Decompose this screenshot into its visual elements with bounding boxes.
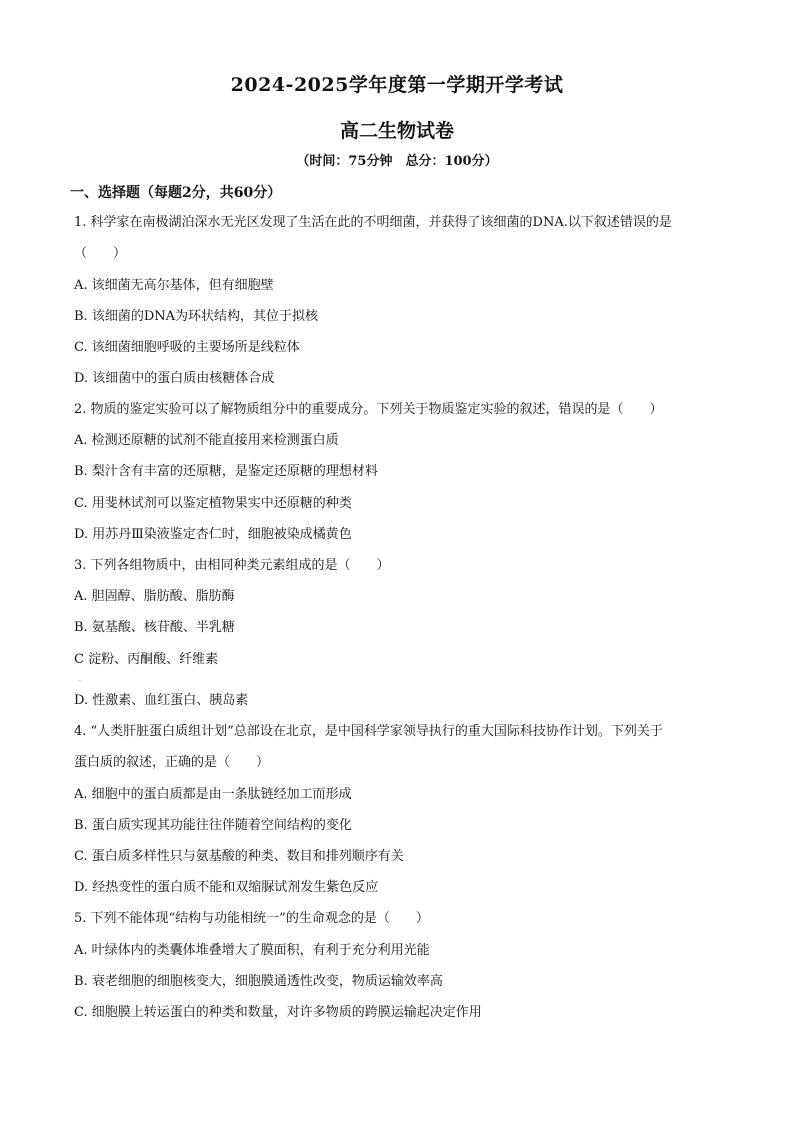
question-1-option-d: D. 该细菌中的蛋白质由核糖体合成 (74, 371, 275, 386)
stray-mark: . (79, 676, 81, 683)
section-heading: 一、选择题（每题2分，共60分） (70, 185, 282, 201)
question-4-option-c: C. 蛋白质多样性只与氨基酸的种类、数目和排列顺序有关 (74, 849, 404, 864)
question-3-stem: 3. 下列各组物质中，由相同种类元素组成的是（ ） (74, 558, 390, 573)
question-5-option-b: B. 衰老细胞的细胞核变大，细胞膜通透性改变，物质运输效率高 (74, 974, 443, 989)
question-4-stem: 4. “人类肝脏蛋白质组计划”总部设在北京，是中国科学家领导执行的重大国际科技协作计划。下列关于 (74, 724, 663, 739)
question-4-stem-cont: 蛋白质的叙述，正确的是（ ） (74, 755, 270, 770)
question-1-stem-cont: （ ） (74, 246, 127, 261)
question-4-option-b: B. 蛋白质实现其功能往往伴随着空间结构的变化 (74, 818, 352, 833)
exam-time-score: （时间：75分钟 总分：100分） (296, 154, 498, 169)
question-1-option-c: C. 该细菌细胞呼吸的主要场所是线粒体 (74, 340, 300, 355)
question-1-option-a: A. 该细菌无高尔基体，但有细胞壁 (74, 278, 274, 293)
question-2-option-c: C. 用斐林试剂可以鉴定植物果实中还原糖的种类 (74, 496, 352, 511)
question-1-stem: 1. 科学家在南极湖泊深水无光区发现了生活在此的不明细菌，并获得了该细菌的DNA.以下叙述错误的是 (74, 215, 672, 230)
question-4-option-a: A. 细胞中的蛋白质都是由一条肽链经加工而形成 (74, 787, 352, 802)
question-3-option-b: B. 氨基酸、核苷酸、半乳糖 (74, 620, 235, 635)
exam-subtitle: 高二生物试卷 (339, 120, 454, 142)
question-5-option-c: C. 细胞膜上转运蛋白的种类和数量，对许多物质的跨膜运输起决定作用 (74, 1005, 482, 1020)
question-2-stem: 2. 物质的鉴定实验可以了解物质组分中的重要成分。下列关于物质鉴定实验的叙述，错误的是（ ） (74, 402, 663, 417)
question-3-option-d: D. 性激素、血红蛋白、胰岛素 (74, 693, 249, 708)
question-2-option-b: B. 梨汁含有丰富的还原糖，是鉴定还原糖的理想材料 (74, 464, 378, 479)
question-5-option-a: A. 叶绿体内的类囊体堆叠增大了膜面积，有利于充分利用光能 (74, 943, 430, 958)
question-3-option-a: A. 胆固醇、脂肪酸、脂肪酶 (74, 589, 235, 604)
question-3-option-c: C 淀粉、丙酮酸、纤维素 (74, 652, 219, 667)
question-2-option-d: D. 用苏丹Ⅲ染液鉴定杏仁时，细胞被染成橘黄色 (74, 527, 352, 542)
question-2-option-a: A. 检测还原糖的试剂不能直接用来检测蛋白质 (74, 433, 339, 448)
question-1-option-b: B. 该细菌的DNA为环状结构，其位于拟核 (74, 309, 319, 324)
question-5-stem: 5. 下列不能体现“结构与功能相统一”的生命观念的是（ ） (74, 911, 429, 926)
question-4-option-d: D. 经热变性的蛋白质不能和双缩脲试剂发生紫色反应 (74, 880, 379, 895)
exam-title: 2024-2025学年度第一学期开学考试 (230, 74, 564, 96)
